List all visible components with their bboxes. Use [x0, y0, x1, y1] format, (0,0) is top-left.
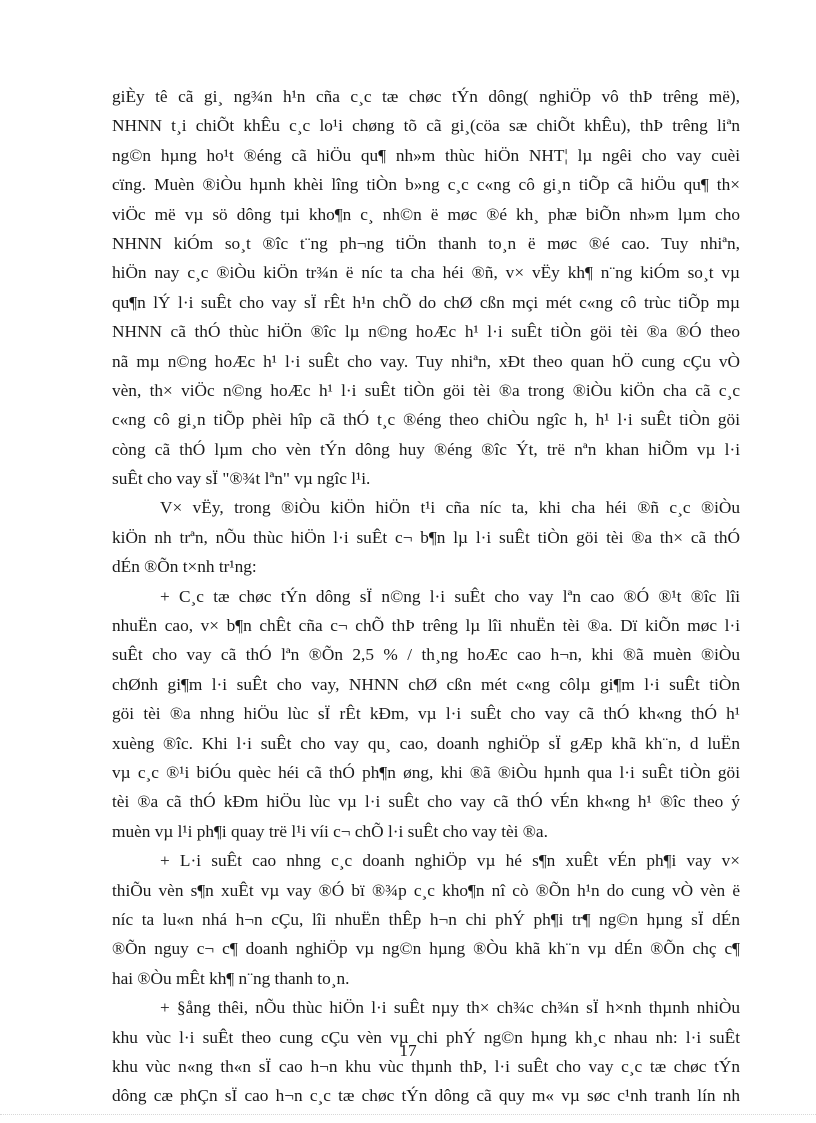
- page-edge-divider: [0, 1114, 816, 1115]
- text-line: + §ång thêi, nÕu thùc hiÖn l·i suÊt nµy th× ch¾c ch¾n sÏ h×nh thµnh nhiÒu: [160, 998, 740, 1018]
- text-line: hai ®Òu mÊt kh¶ n¨ng thanh to¸n.: [112, 968, 350, 988]
- text-line: muèn vµ l¹i ph¶i quay trë l¹i víi c¬ chÕ l·i suÊt cho vay tèi ®a.: [112, 821, 548, 841]
- text-line: níc ta lu«n nhá h¬n cÇu, lîi nhuËn thÊp h¬n chi phÝ ph¶i tr¶ ng©n hµng sÏ dÉn: [112, 909, 740, 929]
- text-line: dông cæ phÇn sÏ cao h¬n c¸c tæ chøc tÝn dông cã quy m« vµ søc c¹nh tranh lín nh: [112, 1086, 740, 1106]
- text-line: suÊt cho vay sÏ "®¾t lªn" vµ ngîc l¹i.: [112, 469, 371, 489]
- text-line: göi tèi ®a nhng hiÖu lùc sÏ rÊt kÐm, vµ l·i suÊt cho vay cã thÓ kh«ng thÓ h¹: [112, 704, 740, 724]
- text-line: c«ng cô gi¸n tiÕp phèi hîp cã thÓ t¸c ®éng theo chiÒu ngîc h, h¹ l·i suÊt tiÒn göi: [112, 410, 740, 430]
- text-line: viÖc më vµ sö dông tµi kho¶n c¸ nh©n ë møc ®é kh¸ phæ biÕn nh»m lµm cho: [112, 204, 740, 224]
- text-line: + L·i suÊt cao nhng c¸c doanh nghiÖp vµ hé s¶n xuÊt vÉn ph¶i vay v×: [160, 851, 740, 871]
- text-line: hiÖn nay c¸c ®iÒu kiÖn tr¾n ë níc ta cha héi ®ñ, v× vËy kh¶ n¨ng kiÓm so¸t vµ: [112, 263, 740, 283]
- text-line: nhuËn cao, v× b¶n chÊt cña c¬ chÕ thÞ trêng lµ lîi nhuËn tèi ®a. Dï kiÕn møc l·i: [112, 616, 740, 636]
- text-line: V× vËy, trong ®iÒu kiÖn hiÖn t¹i cña níc ta, khi cha héi ®ñ c¸c ®iÒu: [160, 498, 740, 518]
- text-line: NHNN t¸i chiÕt khÊu c¸c lo¹i chøng tõ cã gi¸(cöa sæ chiÕt khÊu), thÞ trêng liªn: [112, 116, 740, 136]
- text-line: + C¸c tæ chøc tÝn dông sÏ n©ng l·i suÊt cho vay lªn cao ®Ó ®¹t ®îc lîi: [160, 586, 740, 606]
- text-line: tèi ®a cã thÓ kÐm hiÖu lùc vµ l·i suÊt cho vay cã thÓ vÉn kh«ng h¹ ®îc theo ý: [112, 792, 740, 812]
- text-line: cïng. Muèn ®iÒu hµnh khèi lîng tiÒn b»ng c¸c c«ng cô gi¸n tiÕp cã hiÖu qu¶ th×: [112, 175, 740, 195]
- text-line: còng cã thÓ lµm cho vèn tÝn dông huy ®éng ®îc Ýt, trë nªn khan hiÕm vµ l·i: [112, 439, 740, 459]
- text-line: NHNN cã thÓ thùc hiÖn ®îc lµ n©ng hoÆc h¹ l·i suÊt tiÒn göi tèi ®a ®Ó theo: [112, 322, 740, 342]
- text-line: suÊt cho vay cã thÓ lªn ®Õn 2,5 % / th¸ng hoÆc cao h¬n, khi ®ã muèn ®iÒu: [112, 645, 740, 665]
- text-line: kiÖn nh trªn, nÕu thùc hiÖn l·i suÊt c¬ b¶n lµ l·i suÊt tiÒn göi tèi ®a th× cã thÓ: [112, 527, 740, 547]
- text-line: xuèng ®îc. Khi l·i suÊt cho vay qu¸ cao, doanh nghiÖp sÏ gÆp khã kh¨n, d luËn: [112, 733, 740, 753]
- text-line: chØnh gi¶m l·i suÊt cho vay, NHNN chØ cßn mét c«ng côlµ gi¶m l·i suÊt tiÒn: [112, 674, 740, 694]
- text-line: khu vùc l·i suÊt theo cung cÇu vèn vµ chi phÝ ng©n hµng kh¸c nhau nh: l·i suÊt: [112, 1027, 740, 1047]
- text-line: vèn, th× viÖc n©ng hoÆc h¹ l·i suÊt tiÒn göi tèi ®a trong ®iÒu kiÖn cha cã c¸c: [112, 380, 740, 400]
- text-line: qu¶n lÝ l·i suÊt cho vay sÏ rÊt h¹n chÕ do chØ cßn mçi mét c«ng cô trùc tiÕp mµ: [112, 292, 740, 312]
- text-line: nã mµ n©ng hoÆc h¹ l·i suÊt cho vay. Tuy nhiªn, xÐt theo quan hÖ cung cÇu vÒ: [112, 351, 740, 371]
- text-line: ®Õn nguy c¬ c¶ doanh nghiÖp vµ ng©n hµng ®Òu khã kh¨n vµ dÉn ®Õn chç c¶: [112, 939, 740, 959]
- body-text: [112, 82, 740, 1111]
- text-line: vµ c¸c ®¹i biÓu quèc héi cã thÓ ph¶n øng, khi ®ã ®iÒu hµnh qua l·i suÊt tiÒn göi: [112, 762, 740, 782]
- page-number: 17: [399, 1041, 417, 1060]
- text-line: NHNN kiÓm so¸t ®îc t¨ng ph¬ng tiÖn thanh to¸n ë møc ®é cao. Tuy nhiªn,: [112, 233, 740, 253]
- text-line: ng©n hµng ho¹t ®éng cã hiÖu qu¶ nh»m thùc hiÖn NHT¦ lµ ngêi cho vay cuèi: [112, 145, 740, 165]
- text-line: giÈy tê cã gi¸ ng¾n h¹n cña c¸c tæ chøc tÝn dông( nghiÖp vô thÞ trêng më),: [112, 87, 740, 106]
- text-line: khu vùc n«ng th«n sÏ cao h¬n khu vùc thµnh thÞ, l·i suÊt cho vay c¸c tæ chøc tÝn: [112, 1056, 740, 1076]
- text-line: thiÕu vèn s¶n xuÊt vµ vay ®Ó bï ®¾p c¸c kho¶n nî cò ®Õn h¹n do cung vÒ vèn ë: [112, 880, 740, 900]
- text-line: dÉn ®Õn t×nh tr¹ng:: [112, 557, 257, 577]
